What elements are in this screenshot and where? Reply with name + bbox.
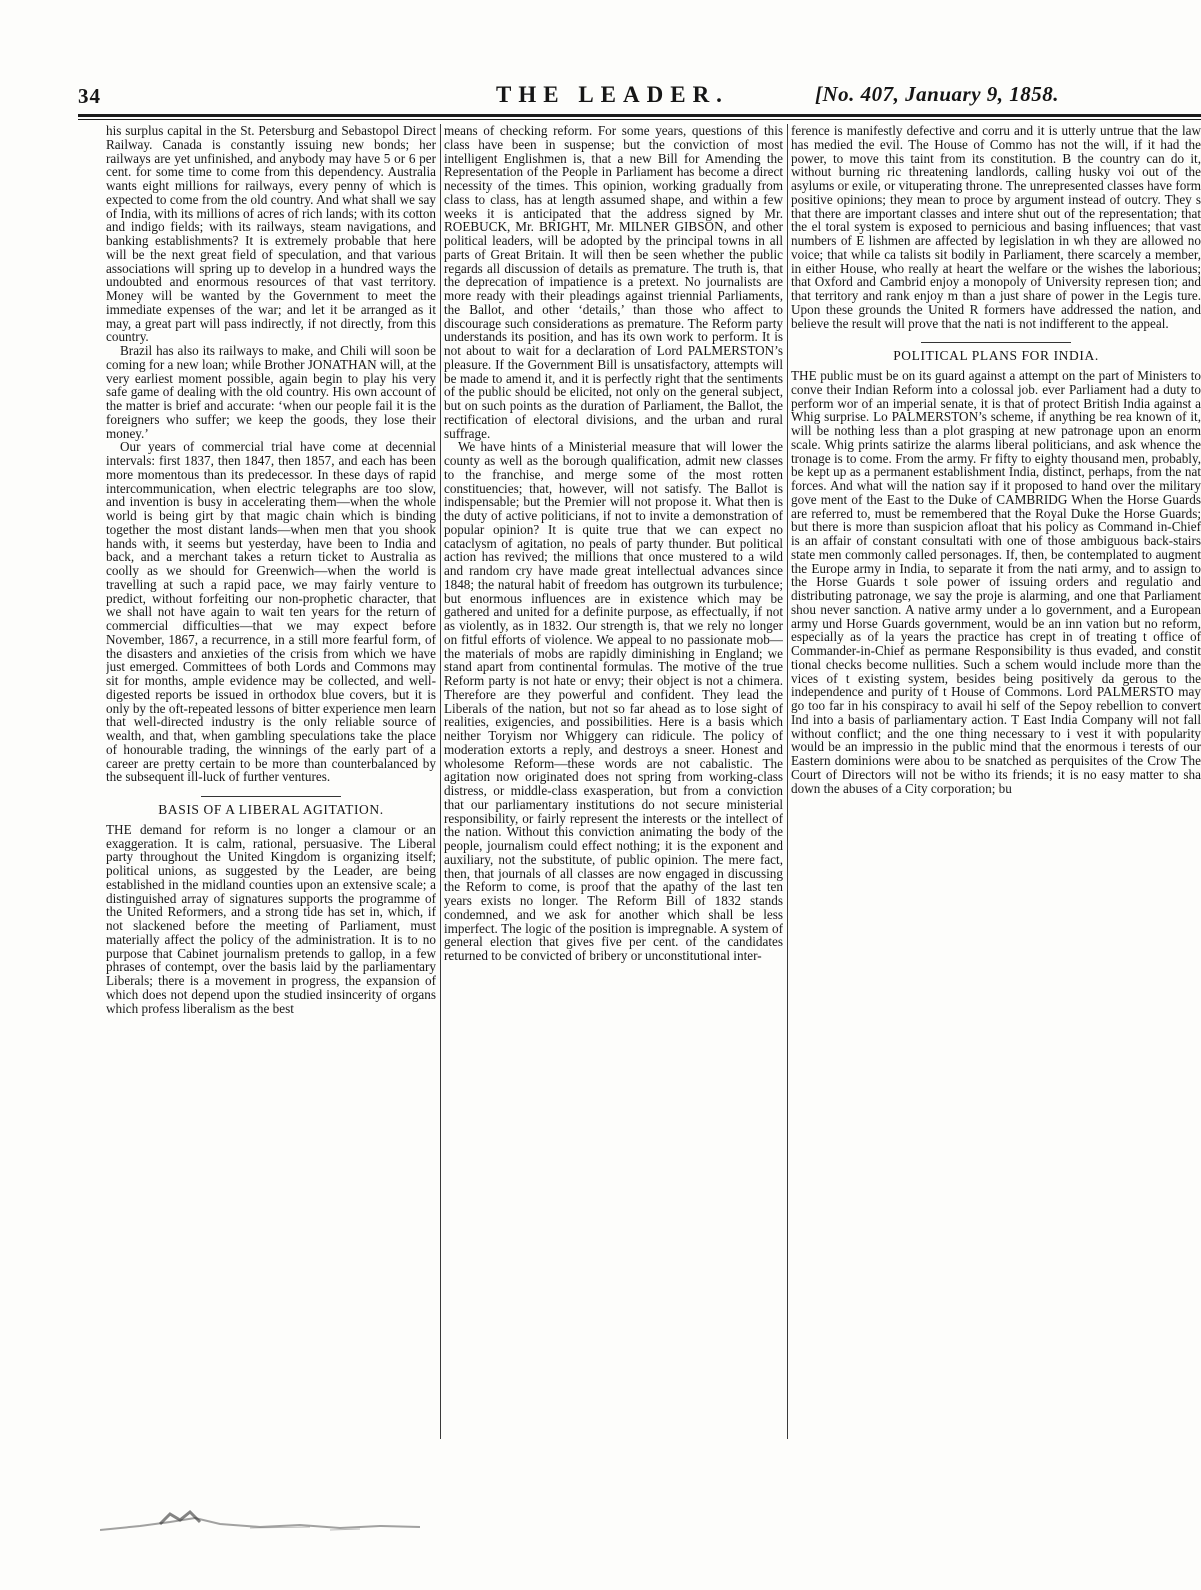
col2-paragraph-1: means of checking reform. For some years, questions of this class have been in suspense; but the conviction of most intelligent Englishmen is, that a new Bill for Amending the Representation of the People in Parliament has become a direct necessity of the times. This opinion, working gradually from class to class, has at length assumed shape, and within a few weeks it is anticipated that the address signed by Mr. ROEBUCK, Mr. BRIGHT, Mr. MILNER GIBSON, and other political leaders, will be adopted by the principal towns in all parts of Great Britain. It will then be seen whether the public regards all discussion of details as premature. The truth is, that the deprecation of impatience is a pretext. No journalists are more ready with their pleadings against triennial Parliaments, the Ballot, and other ‘details,’ than those who affect to discourage such considerations as premature. The Reform party understands its position, and has its own work to perform. It is not about to wait for a declaration of Lord PALMERSTON’s pleasure. If the Government Bill is unsatisfactory, attempts will be made to amend it, and it is perfectly right that the sentiments of the public should be elicited, not only on the general subject, but on such points as the duration of Parliament, the Ballot, the rectification of electoral divisions, and the urban and rural suffrage. <box>444 124 783 441</box>
paper-title: THE LEADER. <box>496 82 729 107</box>
masthead-rule-thick <box>78 114 1201 117</box>
col1-paragraph-1: his surplus capital in the St. Petersburg and Sebastopol Direct Railway. Canada is constantly issuing new bonds; her railways are yet unfinished, and anybody may have 5 or 6 per cent. for some time to come from this dependency. Australia wants eight millions for railways, every penny of which is expected to come from the old country. And what shall we say of India, with its millions of acres of rich lands; with its cotton and indigo fields; with its railways, steam navigations, and banking establishments? It is extremely probable that here will be the next great field of speculation, and that various associations will spring up to develop in a hundred ways the undoubted and enormous resources of that vast territory. Money will be wanted by the Government to meet the immediate expenses of the war; and let it be arranged as it may, a great part will pass indirectly, if not directly, from this country. <box>106 124 436 345</box>
section-heading-india: POLITICAL PLANS FOR INDIA. <box>893 348 1099 364</box>
column-1 <box>106 124 436 1439</box>
column-2 <box>444 124 783 1439</box>
page-number: 34 <box>78 84 101 108</box>
issue-date-line: [No. 407, January 9, 1858. <box>815 82 1060 106</box>
col2-paragraph-2: We have hints of a Ministerial measure that will lower the county as well as the borough qualification, admit new classes to the franchise, and merge some of the most rotten constituencies; that, however, will not satisfy. The Ballot is indispensable; but the Premier will not propose it. What then is the duty of active politicians, if not to invite a demonstration of popular opinion? It is quite true that we can expect no cataclysm of agitation, no peals of party thunder. But political action has revived; the millions that once mustered to a wild and random cry have made great intellectual advances since 1848; the natural habit of freedom has outgrown its turbulence; but enormous influences are in existence which may be gathered and united for a definite purpose, as effectually, if not as violently, as in 1832. Our strength is, that we rely no longer on fitful efforts of violence. We appeal to no passionate mob—the materials of mobs are rapidly diminishing in England; we stand apart from continental formulas. The motive of the true Reform party is not hate or envy; their object is not a chimera. Therefore are they powerful and confident. They lead the Liberals of the nation, but not so far ahead as to lose sight of realities, exigencies, and possibilities. Here is a basis which neither Toryism nor Whiggery can ridicule. The policy of moderation extorts a reply, and destroys a sneer. Honest and wholesome Reform—these words are not cabalistic. The agitation now originated does not spring from working-class distress, or middle-class exasperation, but from a conviction that our parliamentary institutions do not secure ministerial responsibility, or fairly represent the interests or the intellect of the nation. Without this conviction animating the body of the people, journalism could effect nothing; it is the exponent and auxiliary, not the substitute, of public opinion. The mere fact, then, that journals of all classes are now engaged in discussing the Reform to come, is proof that the apathy of the last ten years exists no longer. The Reform Bill of 1832 stands condemned, and we ask for another which shall be less imperfect. The logic of the position is impregnable. A system of general election that gives five per cent. of the candidates returned to be convicted of bribery or unconstitutional inter- <box>444 439 783 963</box>
col1-section-paragraph-1: THE demand for reform is no longer a clamour or an exaggeration. It is calm, rational, persuasive. The Liberal party throughout the United Kingdom is organizing itself; political unions, as suggested by the Leader, are being established in the midland counties upon an extensive scale; a distinguished array of signatures supports the programme of the United Reformers, and a strong tide has set in, which, if not slackened before the meeting of Parliament, must materially affect the policy of the administration. It is to no purpose that Cabinet journalism pretends to gallop, in a few phrases of contempt, over the basis laid by the parliamentary Liberals; there is a movement in progress, the expansion of which does not depend upon the studied insincerity of organs which profess liberalism as the best <box>106 821 436 1016</box>
column-divider-1 <box>440 124 441 1439</box>
col1-paragraph-2: Brazil has also its railways to make, and Chili will soon be coming for a new loan; while Brother JONATHAN will, at the very earliest moment possible, again begin to play his very safe game of dealing with the old country. His own account of the matter is brief and accurate: ‘when our people fail it is the foreigners who suffer; we keep the goods, they lose their money.’ <box>106 343 436 441</box>
column-3 <box>791 124 1201 1439</box>
col3-paragraph-1: ference is manifestly defective and corru and it is utterly untrue that the law has medied the evil. The House of Commo has not the will, if it had the power, to move this taint from its constitution. B the country can do it, without burning ric threatening landlords, calling husky voi out of the asylums or exile, or vituperating throne. The unrepresented classes have form positive opinions; they mean to proce by argument instead of outcry. They s that there are important classes and intere shut out of the representation; that the el toral system is exposed to pernicious and basing influences; that vast numbers of E lishmen are affected by legislation in wh they are allowed no voice; that while ca talists sit bodily in Parliament, there scarcely a member, in either House, who really at heart the welfare or the wishes the laborious; that Oxford and Cambrid enjoy a monopoly of University represen tion; and that territory and rank enjoy m than a just share of power in the Legis ture. Upon these grounds the United R formers have addressed the nation, and believe the result will prove that the nati is not indifferent to the appeal. <box>791 124 1201 331</box>
section-rule <box>201 796 341 797</box>
column-divider-2 <box>787 124 788 1439</box>
section-heading-liberal-agitation: BASIS OF A LIBERAL AGITATION. <box>158 802 384 817</box>
scan-smudge <box>100 1500 420 1540</box>
col1-paragraph-3: Our years of commercial trial have come at decennial intervals: first 1837, then 1847, then 1857, and each has been more momentous than its predecessor. In these days of rapid intercommunication, when electric telegraphs are too slow, and invention is busy in accelerating them—when the whole world is being girt by that magic chain which is binding together the most distant lands—when men that you shook hands with, it seems but yesterday, have been to India and back, and a merchant takes a return ticket to Australia as coolly as we should for Greenwich—when the world is travelling at such a rapid pace, we may fairly venture to predict, without forfeiting our non-prophetic character, that we shall not have again to wait ten years for the return of commercial difficulties—that we may expect before November, 1867, a recurrence, in a still more fearful form, of the disasters and anxieties of the crisis from which we have just emerged. Committees of both Lords and Commons may sit for months, ample evidence may be collected, and well-digested reports be issued in orthodox blue covers, but it is only by the oft-repeated lessons of bitter experience men learn that well-directed industry is the only reliable source of wealth, and that, when gambling speculations take the place of honourable trading, the winnings of the early part of a career are pretty certain to be more than counterbalanced by the subsequent ill-luck of further ventures. <box>106 439 436 785</box>
section-rule <box>921 342 1071 343</box>
col3-section-paragraph-1: THE public must be on its guard against a attempt on the part of Ministers to conve their Indian Reform into a colossal job. ever Parliament had a duty to perform wor of an imperial senate, it is that of protect British India against a Whig surprise. Lo PALMERSTON’s scheme, if anything be rea known of it, will be nothing less than a plot grasping at new patronage upon an enorm scale. Whig prints satirize the alarms liberal politicians, and ask whence the tronage is to come. From the army. Fr fifty to eighty thousand men, probably, be kept up as a permanent establishment India, distinct, perhaps, from the nat forces. And what will the nation say if it proposed to hand over the military gove ment of the East to the Duke of CAMBRIDG When the Horse Guards are referred to, must be remembered that the Royal Duke the Horse Guards; but there is more than suspicion afloat that his policy as Command in-Chief is an affair of constant consultati with one of those ambiguous back-stairs state men commonly called personages. If, then, be contemplated to augment the Europe army in India, to separate it from the nati army, and to assign to the Horse Guards t sole power of issuing orders and regulatio and distributing patronage, we say the proje is alarming, and one that Parliament shou never sanction. A native army under a lo government, and a European army und Horse Guards government, would be an inn vation but no reform, especially as of la years the practice has crept in of treating t office of Commander-in-Chief as permane Responsibility is thus evaded, and constit tional checks become nullities. Such a schem would include more than the vices of t existing system, besides being positively da gerous to the independence and purity of t House of Commons. Lord PALMERSTO may go too far in his conspiracy to avail hi self of the Sepoy rebellion to convert Ind into a basis of parliamentary action. T East India Company will not fall without conflict; and the one thing necessary to i vest it with popularity would be an impressio in the public mind that the enormous i terests of our Eastern dominions were abou to be snatched as perquisites of the Crow The Court of Directors will not be witho its friends; it is no easy matter to sha down the abuses of a City corporation; bu <box>791 368 1201 796</box>
masthead-rule-thin <box>78 119 1201 120</box>
